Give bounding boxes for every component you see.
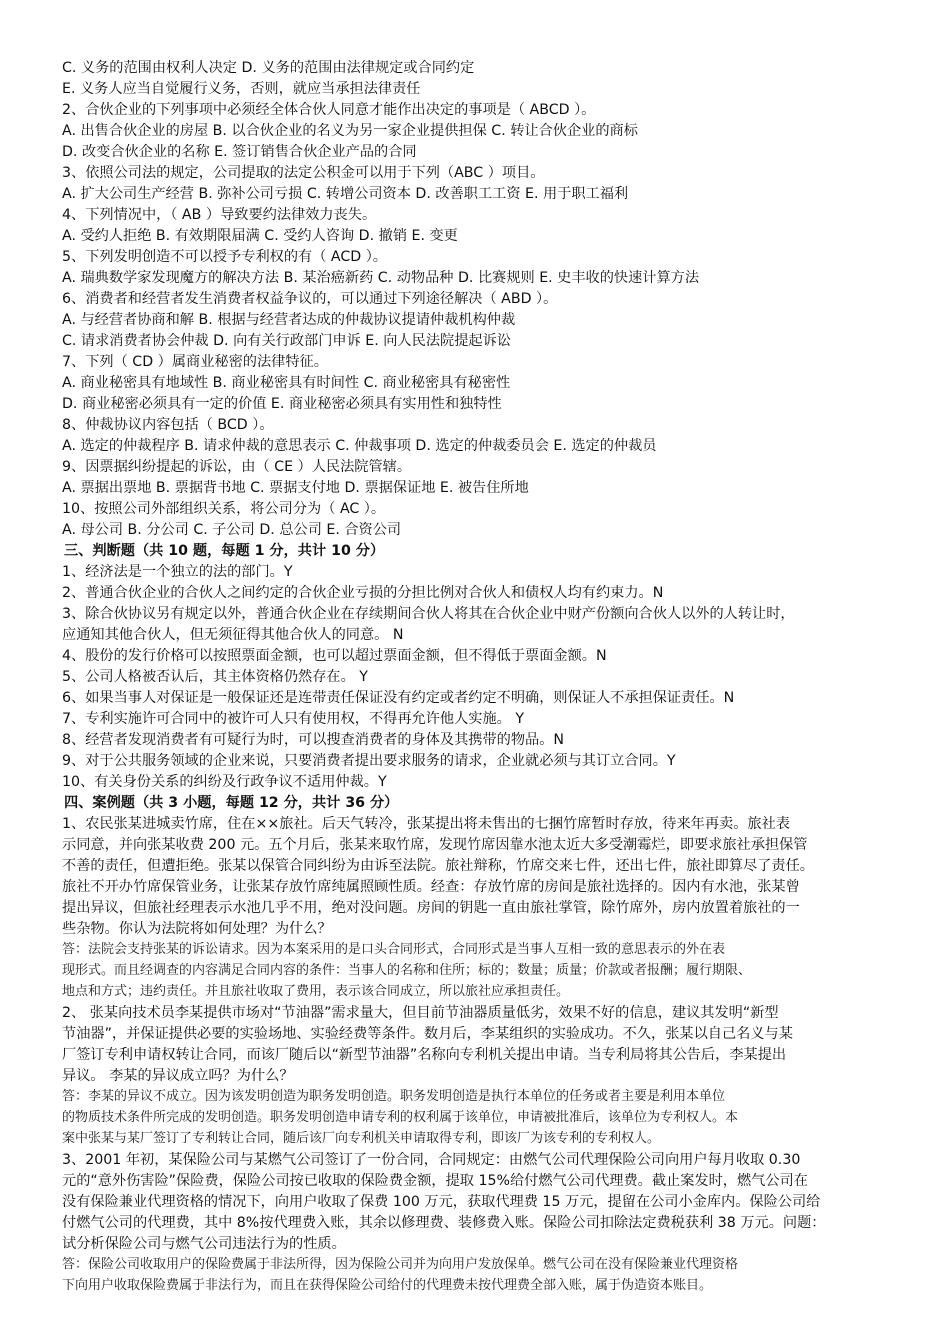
options-line: A. 商业秘密具有地域性 B. 商业秘密具有时间性 C. 商业秘密具有秘密性 <box>62 375 511 391</box>
question-10: 10、按照公司外部组织关系，将公司分为（ AC ）。 <box>62 501 386 517</box>
judgement-item: 应通知其他合伙人，但无须征得其他合伙人的同意。 N <box>62 627 404 643</box>
question-4: 4、下列情况中，（ AB ）导致要约法律效力丧失。 <box>62 207 377 223</box>
case-3-text: 没有保险兼业代理资格的情况下，向用户收取了保费 100 万元，获取代理费 15 万元，提留在公司小金库内。保险公司给 <box>62 1194 821 1210</box>
options-line: A. 扩大公司生产经营 B. 弥补公司亏损 C. 转增公司资本 D. 改善职工工资 E. 用于职工福利 <box>62 186 629 202</box>
case-1-text: 不善的责任，但遭拒绝。张某以保管合同纠纷为由诉至法院。旅社辩称，竹席交来七件，还出七件，旅社即算尽了责任。 <box>62 858 814 874</box>
case-2-text: 节油器”，并保证提供必要的实验场地、实验经费等条件。数月后，李某组织的实验成功。不久，张某以自己名义与某 <box>62 1026 793 1042</box>
question-3: 3、依照公司法的规定，公司提取的法定公积金可以用于下列（ABC ）项目。 <box>62 165 545 181</box>
case-1-text: 1、农民张某进城卖竹席，住在××旅社。后天气转冷，张某提出将未售出的七捆竹席暂时存放，待来年再卖。旅社表 <box>62 816 790 832</box>
options-line: A. 瑞典数学家发现魔方的解决方法 B. 某治癌新药 C. 动物品种 D. 比赛规则 E. 史丰收的快速计算方法 <box>62 270 700 286</box>
question-7: 7、下列（ CD ）属商业秘密的法律特征。 <box>62 354 328 370</box>
case-3-text: 元的“意外伤害险”保险费，保险公司按已收取的保险费金额，提取 15%给付燃气公司代理费。截止案发时，燃气公司在 <box>62 1173 808 1189</box>
question-2: 2、合伙企业的下列事项中必须经全体合伙人同意才能作出决定的事项是（ ABCD ）。 <box>62 102 596 118</box>
question-8: 8、仲裁协议内容包括（ BCD ）。 <box>62 417 274 433</box>
case-1-text: 示同意，并向张某收费 200 元。五个月后，张某来取竹席，发现竹席因靠水池太近大多受潮霉烂，即要求旅社承担保管 <box>62 837 808 853</box>
judgement-item: 1、经济法是一个独立的法的部门。Y <box>62 564 293 580</box>
text-line: C. 义务的范围由权利人决定 D. 义务的范围由法律规定或合同约定 <box>62 60 475 76</box>
answer-2-text: 答：李某的异议不成立。因为该发明创造为职务发明创造。职务发明创造是执行本单位的任务或者主要是利用本单位 <box>62 1089 726 1104</box>
judgement-item: 2、普通合伙企业的合伙人之间约定的合伙企业亏损的分担比例对合伙人和债权人均有约束力。N <box>62 585 664 601</box>
options-line: A. 出售合伙企业的房屋 B. 以合伙企业的名义为另一家企业提供担保 C. 转让合伙企业的商标 <box>62 123 638 139</box>
judgement-item: 5、公司人格被否认后，其主体资格仍然存在。 Y <box>62 669 368 685</box>
options-line: A. 受约人拒绝 B. 有效期限届满 C. 受约人咨询 D. 撤销 E. 变更 <box>62 228 458 244</box>
answer-1-text: 地点和方式；违约责任。并且旅社收取了费用，表示该合同成立，所以旅社应承担责任。 <box>62 984 570 999</box>
options-line: A. 票据出票地 B. 票据背书地 C. 票据支付地 D. 票据保证地 E. 被告住所地 <box>62 480 529 496</box>
case-3-text: 3、2001 年初，某保险公司与某燃气公司签订了一份合同，合同规定：由燃气公司代理保险公司向用户每月收取 0.30 <box>62 1152 801 1168</box>
options-line: D. 改变合伙企业的名称 E. 签订销售合伙企业产品的合同 <box>62 144 417 160</box>
answer-2-text: 的物质技术条件所完成的发明创造。职务发明创造申请专利的权利属于该单位，申请被批准后，该单位为专利权人。本 <box>62 1110 739 1125</box>
answer-3-text: 答：保险公司收取用户的保险费属于非法所得，因为保险公司并为向用户发放保单。燃气公司在没有保险兼业代理资格 <box>62 1257 739 1272</box>
judgement-item: 10、有关身份关系的纠纷及行政争议不适用仲裁。Y <box>62 774 387 790</box>
answer-3-text: 下向用户收取保险费属于非法行为，而且在获得保险公司给付的代理费未按代理费全部入账，属于伪造资本账目。 <box>62 1278 713 1293</box>
case-2-text: 异议。 李某的异议成立吗？为什么？ <box>62 1068 294 1084</box>
answer-1-text: 现形式。而且经调查的内容满足合同内容的条件：当事人的名称和住所；标的；数量；质量；价款或者报酬；履行期限、 <box>62 963 752 978</box>
answer-1-text: 答：法院会支持张某的诉讼请求。因为本案采用的是口头合同形式，合同形式是当事人互相一致的意思表示的外在表 <box>62 942 726 957</box>
options-line: A. 与经营者协商和解 B. 根据与经营者达成的仲裁协议提请仲裁机构仲裁 <box>62 312 516 328</box>
judgement-item: 3、除合伙协议另有规定以外，普通合伙企业在存续期间合伙人将其在合伙企业中财产份额向合伙人以外的人转让时， <box>62 606 795 622</box>
section-4-heading: 四、案例题（共 3 小题，每题 12 分，共计 36 分） <box>64 795 399 811</box>
case-1-text: 些杂物。你认为法院将如何处理？为什么？ <box>62 921 332 937</box>
judgement-item: 8、经营者发现消费者有可疑行为时，可以搜查消费者的身体及其携带的物品。N <box>62 732 565 748</box>
case-3-text: 付燃气公司的代理费，其中 8%按代理费入账，其余以修理费、装修费入账。保险公司扣除法定费税获利 38 万元。问题： <box>62 1215 826 1231</box>
case-3-text: 试分析保险公司与燃气公司违法行为的性质。 <box>62 1236 346 1252</box>
judgement-item: 6、如果当事人对保证是一般保证还是连带责任保证没有约定或者约定不明确，则保证人不承担保证责任。N <box>62 690 735 706</box>
options-line: A. 母公司 B. 分公司 C. 子公司 D. 总公司 E. 合资公司 <box>62 522 402 538</box>
answer-2-text: 案中张某与某厂签订了专利转让合同，随后该厂向专利机关申请取得专利，即该厂为该专利的专利权人。 <box>62 1131 661 1146</box>
section-3-heading: 三、判断题（共 10 题，每题 1 分，共计 10 分） <box>64 543 385 559</box>
case-1-text: 旅社不开办竹席保管业务，让张某存放竹席纯属照顾性质。经查：存放竹席的房间是旅社选择的。因内有水池，张某曾 <box>62 879 800 895</box>
question-6: 6、消费者和经营者发生消费者权益争议的，可以通过下列途径解决（ ABD ）。 <box>62 291 558 307</box>
case-2-text: 2、 张某向技术员李某提供市场对“节油器”需求量大，但目前节油器质量低劣，效果不好的信息，建议其发明“新型 <box>62 1005 779 1021</box>
judgement-item: 4、股份的发行价格可以按照票面金额，也可以超过票面金额，但不得低于票面金额。N <box>62 648 607 664</box>
options-line: D. 商业秘密必须具有一定的价值 E. 商业秘密必须具有实用性和独特性 <box>62 396 502 412</box>
text-line: E. 义务人应当自觉履行义务，否则，就应当承担法律责任 <box>62 81 421 97</box>
question-9: 9、因票据纠纷提起的诉讼，由（ CE ）人民法院管辖。 <box>62 459 412 475</box>
question-5: 5、下列发明创造不可以授予专利权的有（ ACD ）。 <box>62 249 387 265</box>
case-1-text: 提出异议，但旅社经理表示水池几乎不用，绝对没问题。房间的钥匙一直由旅社掌管，除竹席外，房内放置着旅社的一 <box>62 900 800 916</box>
options-line: A. 选定的仲裁程序 B. 请求仲裁的意思表示 C. 仲裁事项 D. 选定的仲裁委员会 E. 选定的仲裁员 <box>62 438 657 454</box>
judgement-item: 7、专利实施许可合同中的被许可人只有使用权，不得再允许他人实施。 Y <box>62 711 525 727</box>
options-line: C. 请求消费者协会仲裁 D. 向有关行政部门申诉 E. 向人民法院提起诉讼 <box>62 333 511 349</box>
judgement-item: 9、对于公共服务领域的企业来说，只要消费者提出要求服务的请求，企业就必须与其订立合同。Y <box>62 753 676 769</box>
case-2-text: 厂签订专利申请权转让合同，而该厂随后以“新型节油器”名称向专利机关提出申请。当专利局将其公告后，李某提出 <box>62 1047 787 1063</box>
